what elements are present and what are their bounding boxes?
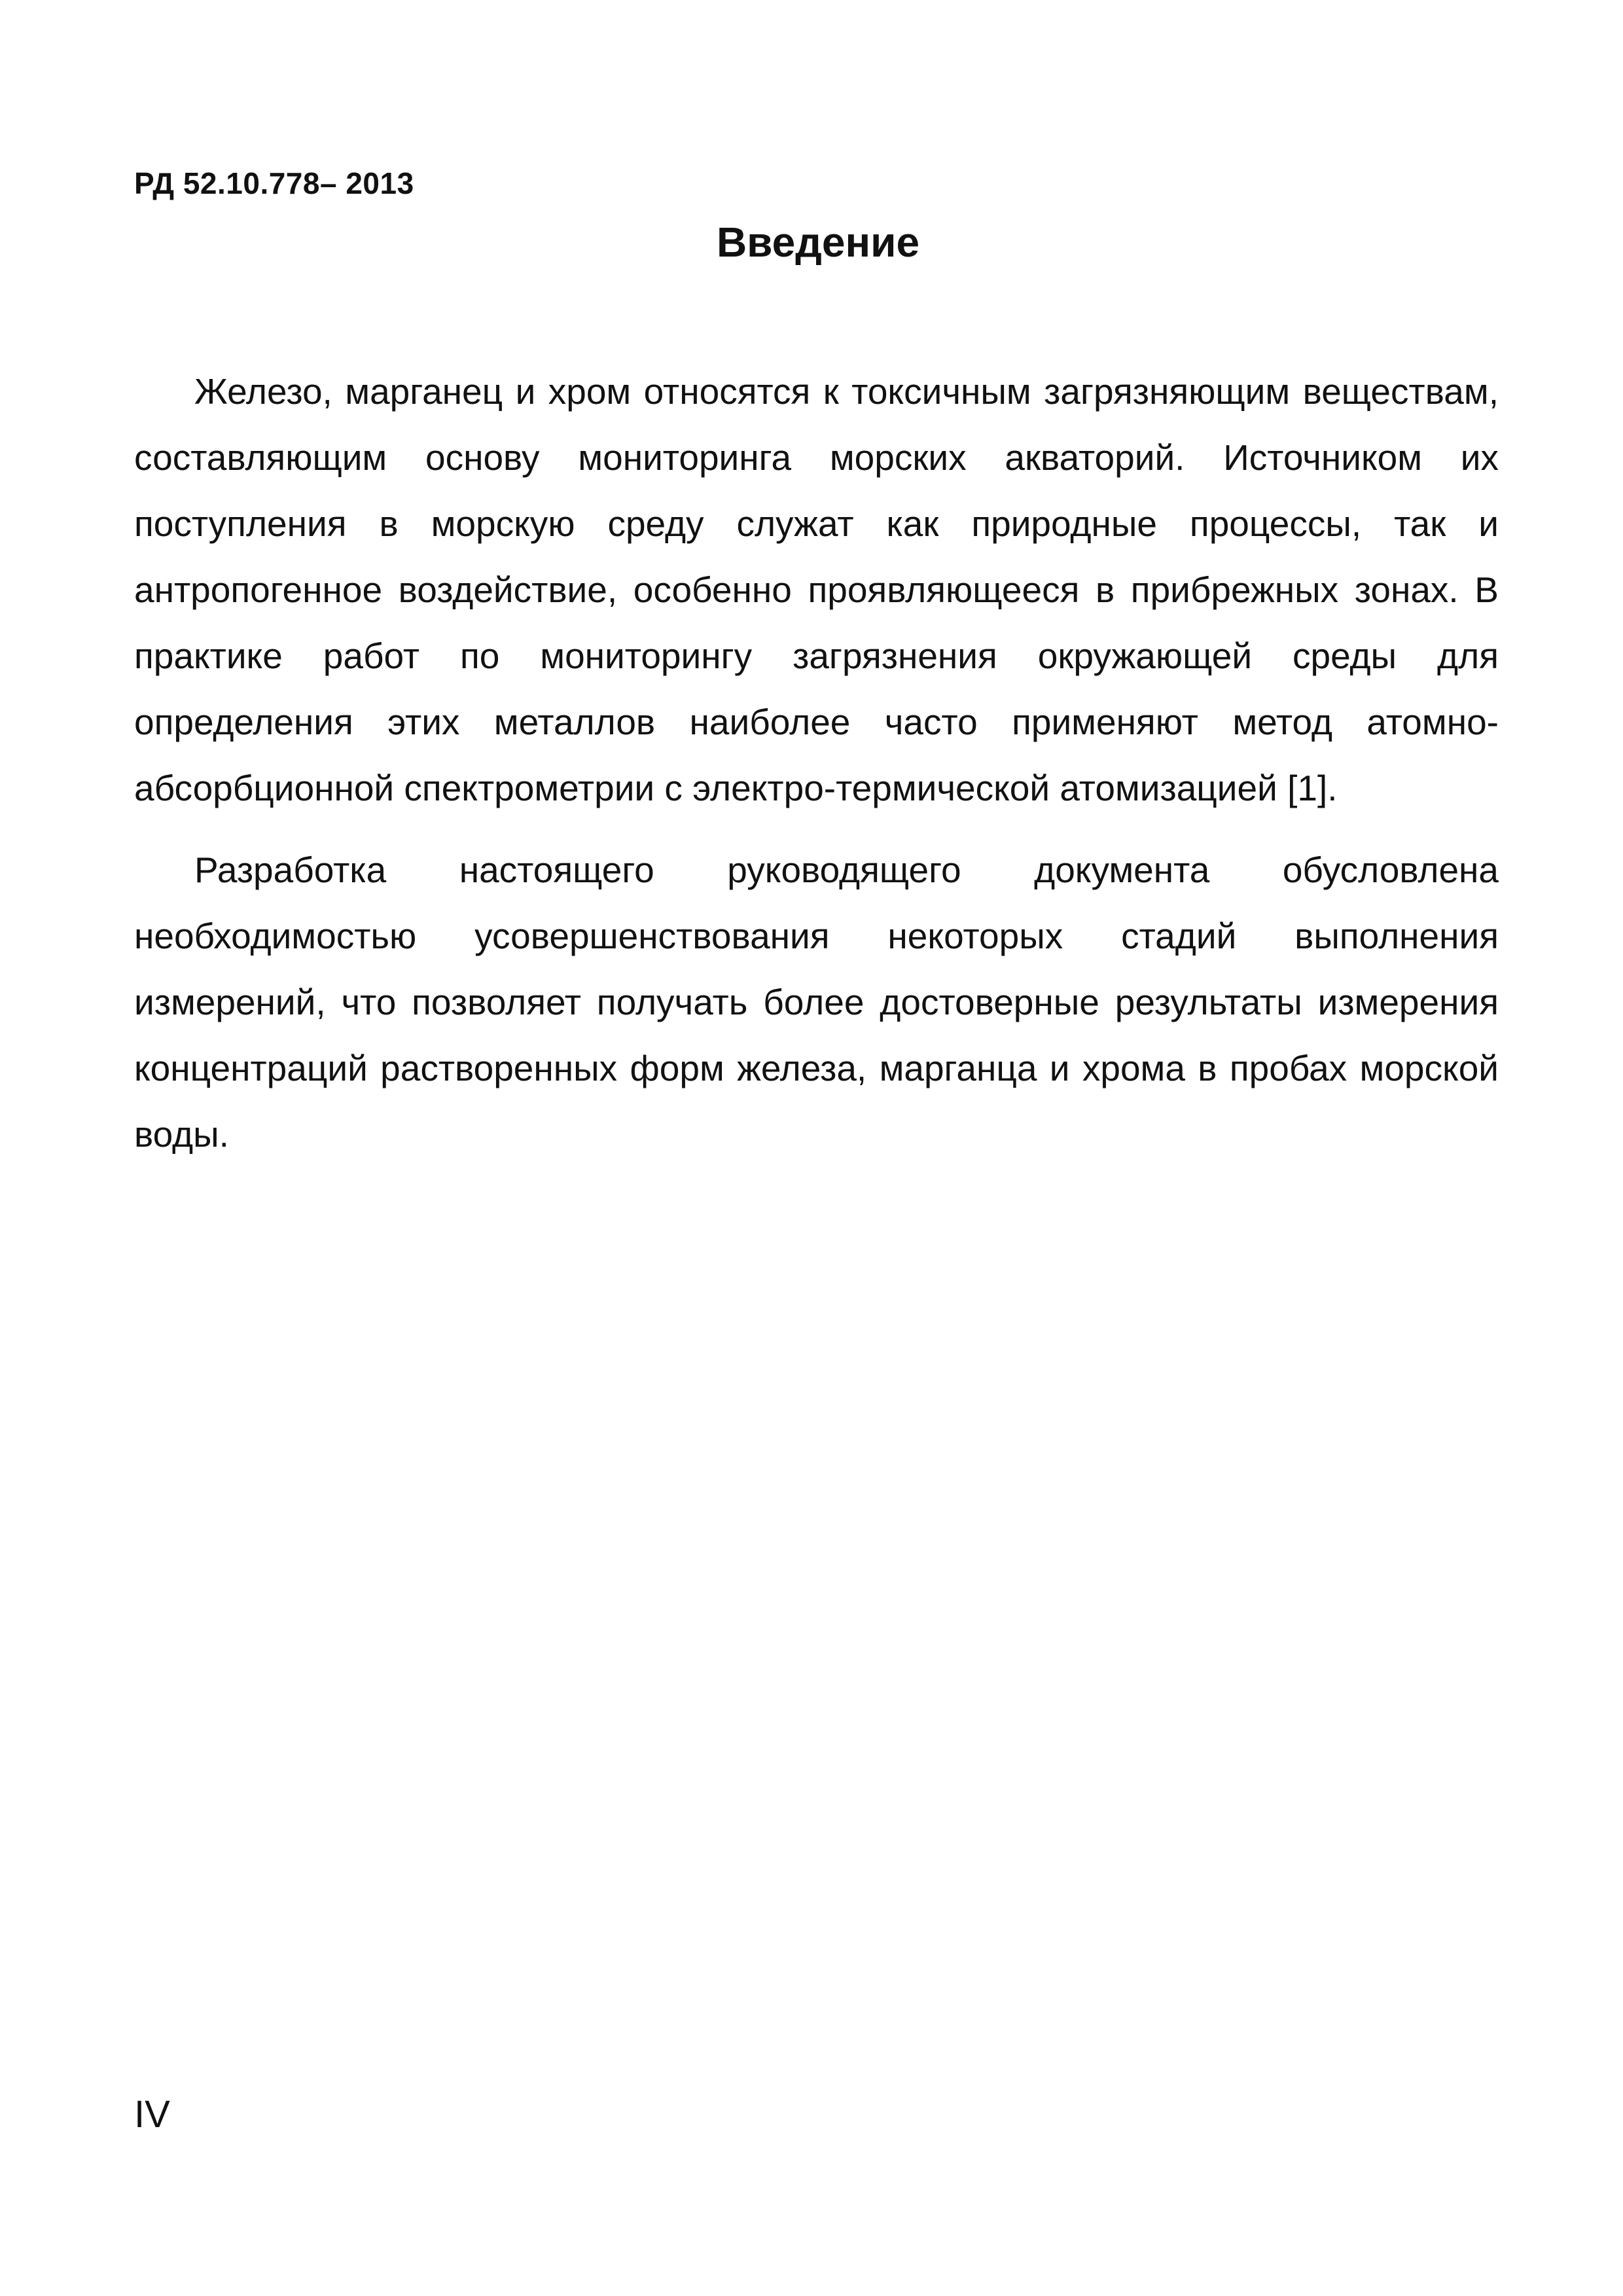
- page-number: IV: [134, 2093, 170, 2136]
- section-heading: Введение: [716, 219, 920, 266]
- paragraph-2: Разработка настоящего руководящего документа обусловлена необходимостью усовершенствования некоторых стадий выполнения измерений, что позволяет получать более достоверные результаты измерения концентраций растворенных форм железа, марганца и хрома в пробах морской воды.: [134, 850, 1499, 1155]
- document-code: РД 52.10.778– 2013: [134, 166, 414, 200]
- body-text: [134, 359, 1499, 1168]
- paragraph-1: Железо, марганец и хром относятся к токсичным загрязняющим веществам, составляющим основу мониторинга морских акваторий. Источником их поступления в морскую среду служат как природные процессы, так и антропогенное воздействие, особенно проявляющееся в прибрежных зонах. В практике работ по мониторингу загрязнения окружающей среды для определения этих металлов наиболее часто применяют метод атомно-абсорбционной спектрометрии с электро-термической атомизацией [1].: [134, 371, 1499, 808]
